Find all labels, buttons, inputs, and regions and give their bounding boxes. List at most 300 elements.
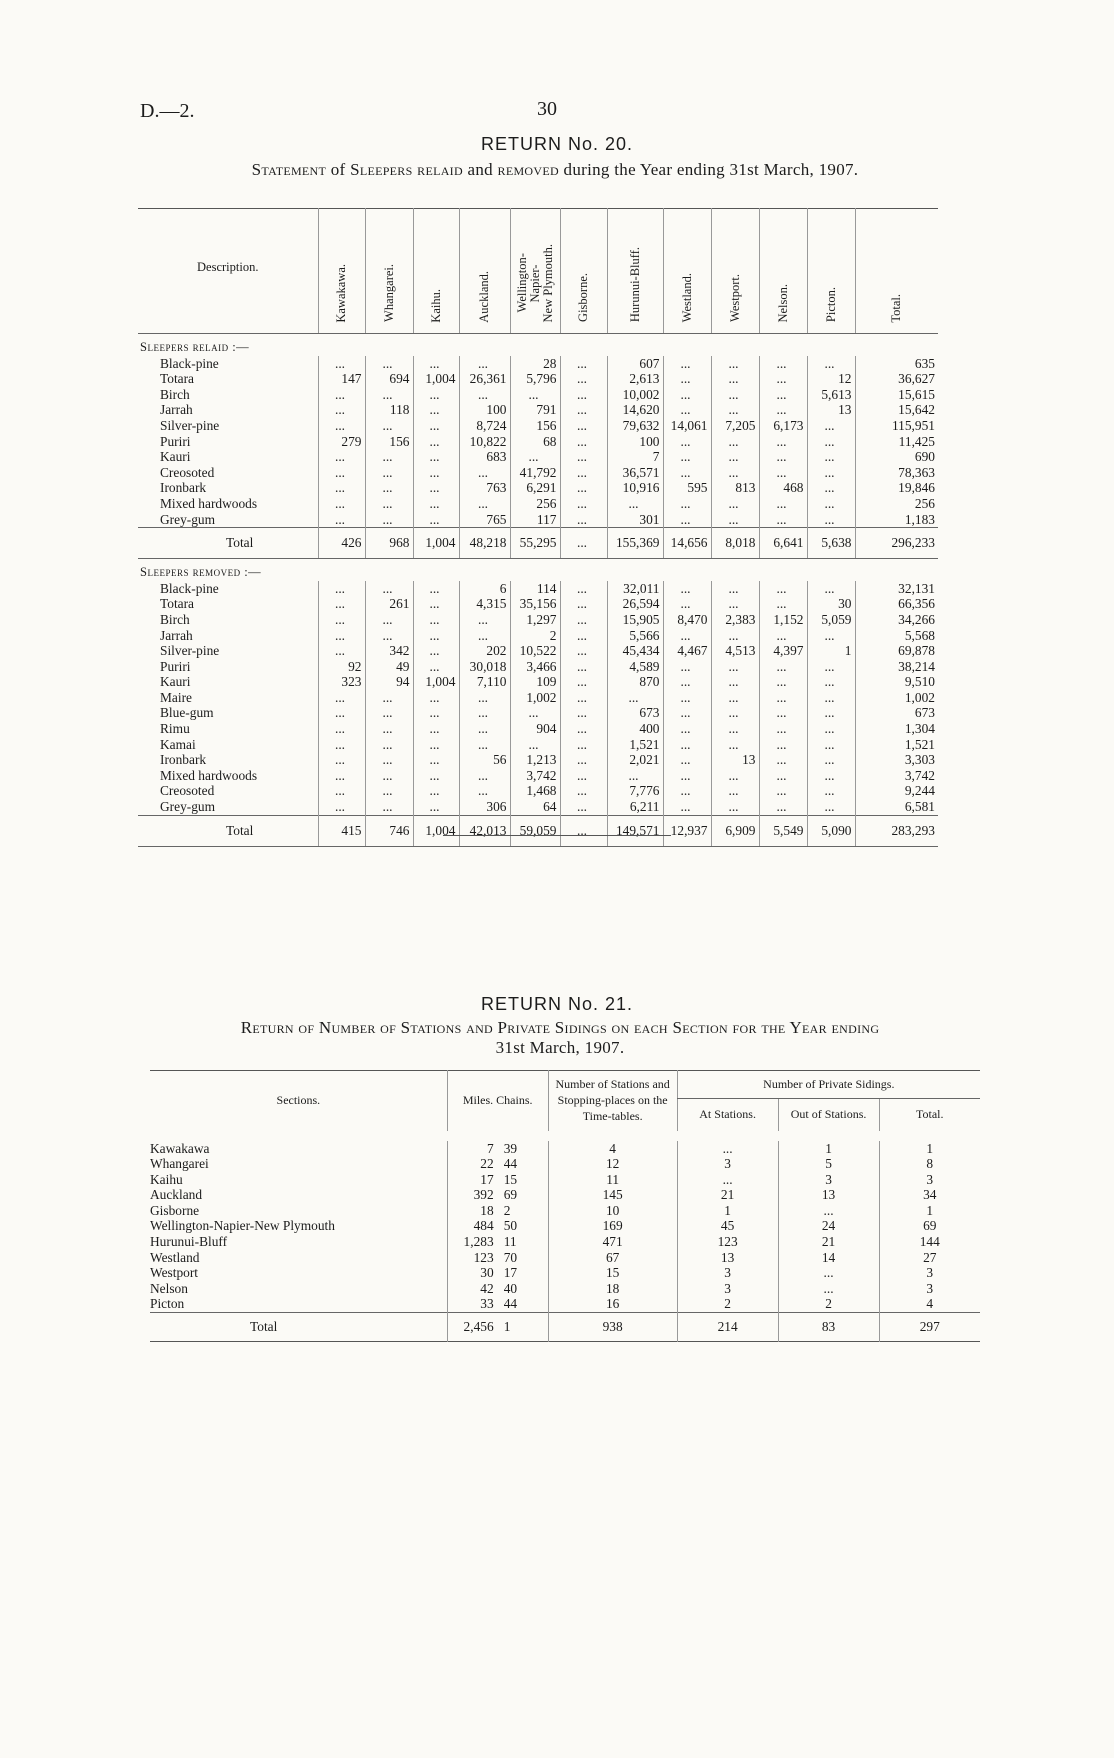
row-label: Black-pine	[160, 355, 219, 371]
row-label: Kauri	[160, 674, 191, 690]
table-row	[138, 737, 938, 753]
row-value: ...	[318, 480, 365, 496]
total-value: 5,090	[807, 815, 855, 846]
col-header	[365, 209, 413, 334]
row-value: ...	[318, 721, 365, 737]
section-name: Hurunui-Bluff	[150, 1234, 228, 1250]
row-value: ...	[807, 783, 855, 799]
row-value: ...	[560, 783, 607, 799]
row-value: ...	[560, 768, 607, 784]
row-value: ...	[510, 387, 560, 403]
row-value: ...	[318, 768, 365, 784]
table-row	[150, 1172, 980, 1188]
row-label: Mixed hardwoods	[160, 495, 258, 511]
row-value: ...	[365, 512, 413, 528]
row-value: 4,513	[711, 643, 759, 659]
row-label: Black-pine	[160, 580, 219, 596]
row-value: 14,620	[607, 402, 663, 418]
row-value: 2,383	[711, 612, 759, 628]
row-value: ...	[560, 643, 607, 659]
row-value: 15,642	[855, 402, 938, 418]
row-value: 109	[510, 674, 560, 690]
col-header-label: Westport.	[727, 274, 742, 323]
row-value: ...	[759, 465, 807, 481]
row-value: ...	[711, 465, 759, 481]
row-value: ...	[365, 480, 413, 496]
row-value: 10,002	[607, 387, 663, 403]
col-header	[510, 209, 560, 334]
row-value: 13	[711, 752, 759, 768]
row-value: 1,304	[855, 721, 938, 737]
section-name: Kaihu	[150, 1171, 183, 1187]
row-value: 1	[879, 1141, 980, 1157]
total-value: 1,004	[413, 815, 459, 846]
spacer-row	[150, 1131, 980, 1141]
table-row	[138, 799, 938, 815]
row-value: ...	[560, 480, 607, 496]
total-value: ...	[560, 528, 607, 559]
total-value: 746	[365, 815, 413, 846]
row-value: 11,425	[855, 434, 938, 450]
row-value: ...	[807, 449, 855, 465]
row-label: Ironbark	[160, 480, 207, 496]
row-value: 1,004	[413, 371, 459, 387]
table-row	[150, 1250, 980, 1266]
row-value: ...	[663, 581, 711, 597]
row-value: 471	[548, 1234, 677, 1250]
row-label: Maire	[160, 689, 192, 705]
row-value: ...	[759, 449, 807, 465]
table-row	[138, 581, 938, 597]
row-value: ...	[711, 783, 759, 799]
row-value: 5,568	[855, 628, 938, 644]
row-value: 8	[879, 1156, 980, 1172]
row-value: ...	[413, 628, 459, 644]
table-row	[150, 1187, 980, 1203]
row-value: ...	[711, 496, 759, 512]
row-value: 690	[855, 449, 938, 465]
total-value: 415	[318, 815, 365, 846]
row-value: 1,183	[855, 512, 938, 528]
row-value: ...	[365, 465, 413, 481]
row-value: ...	[663, 768, 711, 784]
total-value: 12,937	[663, 815, 711, 846]
row-value: ...	[759, 737, 807, 753]
row-value: 114	[510, 581, 560, 597]
row-value: ...	[413, 799, 459, 815]
row-value: ...	[413, 512, 459, 528]
row-value: ...	[560, 581, 607, 597]
row-value: ...	[663, 628, 711, 644]
page-number: 30	[537, 98, 557, 120]
row-value: ...	[807, 690, 855, 706]
row-value: 16	[548, 1296, 677, 1312]
row-value: ...	[459, 465, 510, 481]
row-value: 79,632	[607, 418, 663, 434]
section-name: Westport	[150, 1265, 199, 1281]
row-value: ...	[711, 659, 759, 675]
row-value: 468	[759, 480, 807, 496]
row-value: 26,594	[607, 596, 663, 612]
row-value: 33	[447, 1296, 497, 1312]
row-label: Creosoted	[160, 464, 215, 480]
row-value: 15	[503, 1171, 518, 1187]
total-value: 214	[677, 1313, 778, 1342]
col-header-label: Total.	[889, 293, 904, 323]
row-value: ...	[759, 581, 807, 597]
total-label: Total	[150, 1313, 447, 1342]
section-divider	[443, 835, 671, 836]
row-value: ...	[560, 628, 607, 644]
row-value: ...	[778, 1265, 879, 1281]
row-value: 78,363	[855, 465, 938, 481]
col-private-sidings: Number of Private Sidings.	[677, 1071, 980, 1099]
row-value: 1,283	[447, 1234, 497, 1250]
row-value: ...	[318, 581, 365, 597]
row-value: ...	[807, 721, 855, 737]
row-value: 4,467	[663, 643, 711, 659]
table-row	[150, 1296, 980, 1312]
row-value: 1,002	[855, 690, 938, 706]
row-value: ...	[663, 705, 711, 721]
col-stations: Number of Stations and Stopping-places on the Time-tables.	[548, 1071, 677, 1131]
row-value: ...	[711, 596, 759, 612]
row-label: Totara	[160, 596, 195, 612]
col-header-label: Westland.	[679, 273, 694, 323]
row-value: ...	[459, 768, 510, 784]
row-value: 17	[503, 1265, 518, 1281]
col-header	[459, 209, 510, 334]
row-value: ...	[711, 705, 759, 721]
row-value: ...	[365, 612, 413, 628]
row-value: ...	[365, 737, 413, 753]
col-header-label: Nelson.	[775, 283, 790, 323]
row-value: 3	[778, 1172, 879, 1188]
row-value: 66,356	[855, 596, 938, 612]
row-value: 21	[778, 1234, 879, 1250]
row-value: ...	[807, 768, 855, 784]
row-value: 12	[548, 1156, 677, 1172]
sleepers-table-header	[138, 209, 938, 334]
row-value: ...	[413, 356, 459, 372]
row-value: ...	[413, 783, 459, 799]
row-value: ...	[560, 690, 607, 706]
row-value: ...	[663, 356, 711, 372]
row-value: 94	[365, 674, 413, 690]
row-value: ...	[663, 387, 711, 403]
row-value: ...	[560, 705, 607, 721]
row-label: Jarrah	[160, 402, 193, 418]
removed-heading-row	[138, 559, 938, 581]
total-value: ...	[560, 815, 607, 846]
table-row	[138, 674, 938, 690]
row-value: 791	[510, 402, 560, 418]
row-value: ...	[807, 581, 855, 597]
row-value: 5,796	[510, 371, 560, 387]
row-value: 8,724	[459, 418, 510, 434]
total-value: 938	[548, 1313, 677, 1342]
row-value: ...	[711, 402, 759, 418]
row-label: Silver-pine	[160, 643, 220, 659]
row-value: ...	[318, 512, 365, 528]
row-value: 68	[510, 434, 560, 450]
row-value: 3	[879, 1281, 980, 1297]
row-value: 41,792	[510, 465, 560, 481]
row-value: ...	[413, 690, 459, 706]
row-value: 44	[503, 1296, 518, 1312]
row-value: 14,061	[663, 418, 711, 434]
row-value: ...	[807, 705, 855, 721]
row-value: ...	[663, 496, 711, 512]
row-value: 256	[855, 496, 938, 512]
row-value: ...	[560, 596, 607, 612]
row-value: 4	[548, 1141, 677, 1157]
row-value: 301	[607, 512, 663, 528]
row-value: ...	[318, 465, 365, 481]
row-value: ...	[413, 434, 459, 450]
row-value: ...	[459, 705, 510, 721]
total-value: 55,295	[510, 528, 560, 559]
row-value: 100	[607, 434, 663, 450]
row-label: Ironbark	[160, 752, 207, 768]
row-value: ...	[663, 674, 711, 690]
row-value: ...	[560, 799, 607, 815]
row-value: ...	[807, 628, 855, 644]
row-value: ...	[510, 737, 560, 753]
row-value: 400	[607, 721, 663, 737]
total-value: 297	[879, 1313, 980, 1342]
col-header-label: Kaihu.	[428, 288, 443, 323]
row-value: ...	[711, 356, 759, 372]
row-value: 2,613	[607, 371, 663, 387]
row-value: 392	[447, 1187, 497, 1203]
row-value: ...	[318, 402, 365, 418]
section-name: Westland	[150, 1249, 200, 1265]
row-value: 145	[548, 1187, 677, 1203]
return-21-caption-line1: Return of Number of Stations and Private Sidings on each Section for the Year ending	[240, 1018, 880, 1037]
row-value: ...	[711, 434, 759, 450]
row-value: 21	[677, 1187, 778, 1203]
row-value: 117	[510, 512, 560, 528]
row-value: ...	[807, 356, 855, 372]
row-label: Grey-gum	[160, 511, 216, 527]
section-name: Whangarei	[150, 1156, 209, 1172]
row-value: ...	[759, 434, 807, 450]
row-value: 6,291	[510, 480, 560, 496]
row-value: ...	[318, 783, 365, 799]
row-value: ...	[560, 659, 607, 675]
table-row	[150, 1156, 980, 1172]
row-value: 10,522	[510, 643, 560, 659]
table-row	[138, 402, 938, 418]
section-heading: Sleepers removed :—	[140, 565, 262, 580]
row-label: Kauri	[160, 449, 191, 465]
row-value: ...	[318, 752, 365, 768]
row-value: 2	[503, 1202, 511, 1218]
row-value: ...	[607, 496, 663, 512]
row-value: ...	[759, 496, 807, 512]
row-value: 69,878	[855, 643, 938, 659]
row-value: ...	[759, 783, 807, 799]
col-header-label: Gisborne.	[576, 273, 590, 323]
row-value: 256	[510, 496, 560, 512]
row-value: 484	[447, 1218, 497, 1234]
row-value: 44	[503, 1156, 518, 1172]
row-value: ...	[711, 768, 759, 784]
total-value: 426	[318, 528, 365, 559]
row-value: ...	[365, 768, 413, 784]
page-reference: D.—2.	[140, 100, 195, 122]
table-row	[138, 371, 938, 387]
total-value: 59,059	[510, 815, 560, 846]
row-value: ...	[759, 371, 807, 387]
row-value: ...	[711, 512, 759, 528]
row-value: 1,152	[759, 612, 807, 628]
table-row	[138, 721, 938, 737]
row-value: ...	[807, 752, 855, 768]
row-value: 123	[447, 1250, 497, 1266]
row-value: 765	[459, 512, 510, 528]
row-value: ...	[560, 496, 607, 512]
row-value: 3	[677, 1281, 778, 1297]
row-value: 36,627	[855, 371, 938, 387]
sleepers-table	[138, 208, 938, 847]
row-value: ...	[510, 449, 560, 465]
row-value: ...	[459, 356, 510, 372]
row-value: 1	[677, 1203, 778, 1219]
row-label: Birch	[160, 611, 190, 627]
total-label: Total	[138, 528, 318, 559]
table-row	[138, 659, 938, 675]
row-value: 6,211	[607, 799, 663, 815]
row-value: ...	[759, 512, 807, 528]
row-value: 27	[879, 1250, 980, 1266]
row-value: ...	[413, 596, 459, 612]
row-value: 56	[459, 752, 510, 768]
row-value: 69	[879, 1218, 980, 1234]
row-value: ...	[807, 512, 855, 528]
return-20-caption: Statement of Sleepers relaid and removed during the Year ending 31st March, 1907.	[251, 160, 859, 179]
row-value: 8,470	[663, 612, 711, 628]
row-value: ...	[413, 705, 459, 721]
row-value: ...	[318, 799, 365, 815]
row-value: ...	[560, 721, 607, 737]
col-header	[560, 209, 607, 334]
row-value: 156	[365, 434, 413, 450]
row-value: 1,468	[510, 783, 560, 799]
col-header	[663, 209, 711, 334]
row-value: 12	[807, 371, 855, 387]
row-value: ...	[413, 752, 459, 768]
row-label: Puriri	[160, 658, 191, 674]
row-value: 5	[778, 1156, 879, 1172]
row-value: ...	[560, 387, 607, 403]
row-value: ...	[560, 356, 607, 372]
row-value: 694	[365, 371, 413, 387]
row-value: ...	[459, 721, 510, 737]
row-value: ...	[560, 418, 607, 434]
row-value: ...	[560, 371, 607, 387]
total-value: 42,013	[459, 815, 510, 846]
row-value: ...	[365, 628, 413, 644]
row-value: 3	[879, 1172, 980, 1188]
row-value: 147	[318, 371, 365, 387]
row-value: 45,434	[607, 643, 663, 659]
table-row	[150, 1281, 980, 1297]
table-row	[138, 643, 938, 659]
row-value: 118	[365, 402, 413, 418]
row-value: ...	[663, 799, 711, 815]
table-row	[150, 1234, 980, 1250]
section-name: Gisborne	[150, 1202, 200, 1218]
row-label: Totara	[160, 371, 195, 387]
table-row	[150, 1265, 980, 1281]
row-value: ...	[807, 465, 855, 481]
row-value: 36,571	[607, 465, 663, 481]
table-row	[138, 449, 938, 465]
total-value: 2,456	[447, 1313, 497, 1342]
col-header	[855, 209, 938, 334]
total-value: 155,369	[607, 528, 663, 559]
total-value: 6,909	[711, 815, 759, 846]
row-value: ...	[413, 402, 459, 418]
row-value: 123	[677, 1234, 778, 1250]
row-value: ...	[677, 1141, 778, 1157]
row-value: 32,131	[855, 581, 938, 597]
row-value: 14	[778, 1250, 879, 1266]
row-label: Silver-pine	[160, 417, 220, 433]
row-value: ...	[778, 1203, 879, 1219]
col-total: Total.	[879, 1099, 980, 1131]
row-value: ...	[560, 449, 607, 465]
row-value: 1,213	[510, 752, 560, 768]
return-21-title: RETURN No. 21.	[480, 994, 634, 1014]
col-header-label: Hurunui-Bluff.	[627, 247, 642, 323]
row-value: ...	[759, 768, 807, 784]
row-value: 34,266	[855, 612, 938, 628]
row-value: 683	[459, 449, 510, 465]
row-value: ...	[413, 418, 459, 434]
row-value: ...	[413, 721, 459, 737]
row-value: 10	[548, 1203, 677, 1219]
total-row	[150, 1313, 980, 1342]
row-value: ...	[413, 581, 459, 597]
row-value: ...	[759, 705, 807, 721]
row-value: 13	[677, 1250, 778, 1266]
total-row	[138, 815, 938, 846]
row-value: ...	[759, 752, 807, 768]
row-value: 30	[807, 596, 855, 612]
row-value: ...	[711, 387, 759, 403]
row-value: ...	[318, 643, 365, 659]
row-value: ...	[560, 737, 607, 753]
row-value: 169	[548, 1218, 677, 1234]
total-value: 6,641	[759, 528, 807, 559]
table-row	[138, 612, 938, 628]
row-value: ...	[807, 418, 855, 434]
col-header-label: Kawakawa.	[334, 263, 348, 323]
row-value: ...	[560, 674, 607, 690]
row-value: 1,297	[510, 612, 560, 628]
row-value: ...	[365, 581, 413, 597]
total-value: 1	[498, 1313, 548, 1342]
total-value: 8,018	[711, 528, 759, 559]
row-label: Blue-gum	[160, 705, 214, 721]
row-value: ...	[459, 496, 510, 512]
row-value: 7,110	[459, 674, 510, 690]
row-label: Jarrah	[160, 627, 193, 643]
table-row	[138, 752, 938, 768]
